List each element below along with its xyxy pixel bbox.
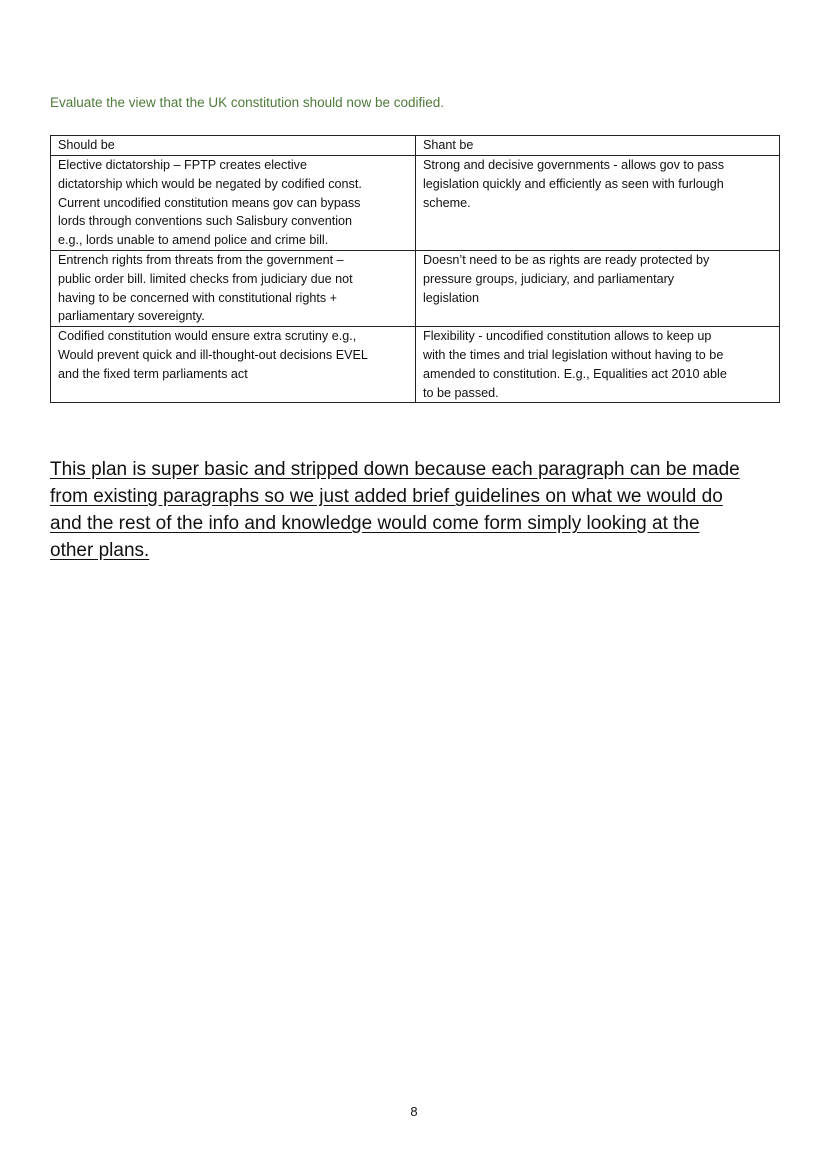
page-number: 8 xyxy=(410,1104,418,1119)
should-be-text: Codified constitution would ensure extra scrutiny e.g., Would prevent quick and ill-thought-out decisions EVEL and the fixed term parliaments act xyxy=(58,329,368,381)
table-header-row xyxy=(51,136,780,156)
shant-be-cell xyxy=(416,250,780,326)
shant-be-text: Strong and decisive governments - allows gov to pass legislation quickly and efficiently as seen with furlough scheme. xyxy=(423,158,725,210)
plan-note: This plan is super basic and stripped down because each paragraph can be made from existing paragraphs so we just added brief guidelines on what we would do and the rest of the info and knowledge would come form simply looking at the other plans. xyxy=(50,459,740,561)
shant-be-cell xyxy=(416,156,780,251)
should-be-cell xyxy=(51,250,416,326)
should-be-cell xyxy=(51,327,416,403)
shant-be-text: Flexibility - uncodified constitution allows to keep up with the times and trial legislation without having to be amended to constitution. E.g., Equalities act 2010 able to be passed. xyxy=(423,329,727,400)
evaluation-table xyxy=(50,135,780,403)
shant-be-cell xyxy=(416,327,780,403)
table-row xyxy=(51,250,780,326)
should-be-text: Elective dictatorship – FPTP creates elective dictatorship which would be negated by codified const. Current uncodified constitution means gov can bypass lords through conventions such Salisbury convention e.g., lords unable to amend police and crime bill. xyxy=(58,158,362,248)
header-shant-be: Shant be xyxy=(416,136,780,156)
question-heading: Evaluate the view that the UK constitution should now be codified. xyxy=(50,95,444,110)
shant-be-text: Doesn’t need to be as rights are ready protected by pressure groups, judiciary, and parliamentary legislation xyxy=(423,252,710,305)
table-row xyxy=(51,156,780,251)
table-row xyxy=(51,327,780,403)
should-be-text: Entrench rights from threats from the government – public order bill. limited checks from judiciary due not having to be concerned with constitutional rights + parliamentary sovereignty. xyxy=(58,252,353,324)
header-should-be: Should be xyxy=(51,136,416,156)
should-be-cell xyxy=(51,156,416,251)
